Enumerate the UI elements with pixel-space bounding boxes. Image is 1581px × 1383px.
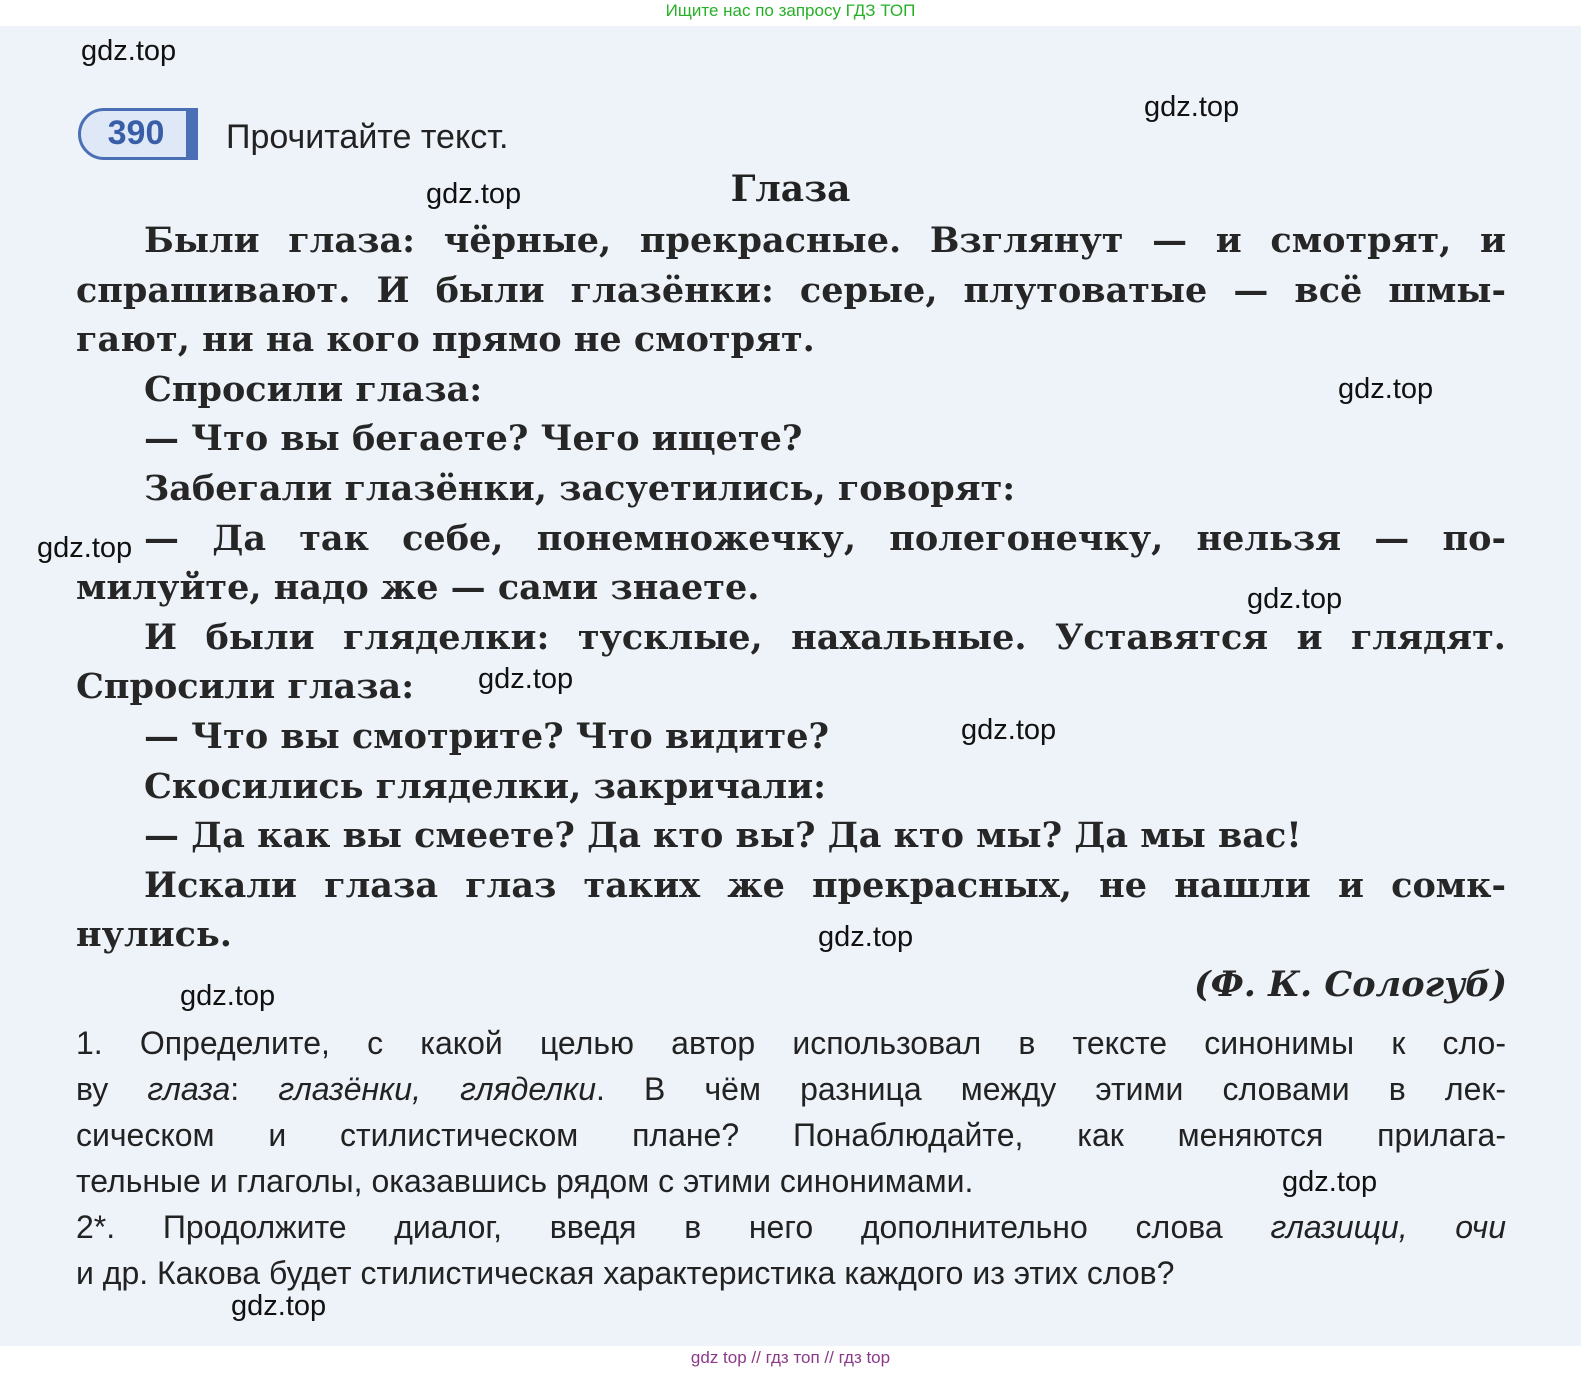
text-line: Спросили глаза: bbox=[76, 666, 415, 708]
text-line: гают, ни на кого прямо не смотрят. bbox=[76, 319, 815, 361]
question-text: . В чём разница между этими словами в лек- bbox=[596, 1071, 1507, 1107]
text-line: Были глаза: чёрные, прекрасные. Взглянут — и смотрят, и bbox=[144, 220, 1506, 261]
top-banner: Ищите нас по запросу ГДЗ ТОП bbox=[665, 1, 916, 20]
task-number: 390 bbox=[107, 114, 165, 152]
question-text: : bbox=[230, 1071, 279, 1107]
question-italic-word: глаза bbox=[147, 1071, 231, 1107]
text-line: И были гляделки: тусклые, нахальные. Уставятся и глядят. bbox=[144, 616, 1506, 658]
task-number-badge bbox=[78, 108, 198, 160]
bottom-banner: gdz top // гдз топ // гдз top bbox=[690, 1348, 891, 1367]
watermark: gdz.top bbox=[818, 921, 914, 953]
text-line: Скосились гляделки, закричали: bbox=[144, 765, 827, 807]
watermark: gdz.top bbox=[1247, 583, 1343, 615]
question-line bbox=[76, 1066, 1506, 1112]
watermark: gdz.top bbox=[81, 35, 177, 67]
task-instruction: Прочитайте текст. bbox=[226, 118, 509, 156]
text-line: Забегали глазёнки, засуетились, говорят: bbox=[144, 467, 1016, 509]
question-line: сическом и стилистическом плане? Понаблюдайте, как меняются прилага- bbox=[76, 1117, 1506, 1153]
question-text: ву bbox=[76, 1071, 148, 1107]
text-line: — Да так себе, понемножечку, полегонечку, нельзя — по- bbox=[144, 517, 1506, 559]
question-line: тельные и глаголы, оказавшись рядом с этими синонимами. bbox=[76, 1163, 974, 1199]
text-line: нулись. bbox=[76, 914, 232, 956]
question-italic-word: глазищи, очи bbox=[1270, 1209, 1507, 1245]
text-line: милуйте, надо же — сами знаете. bbox=[76, 567, 760, 609]
questions bbox=[76, 1020, 1506, 1296]
text-author: (Ф. К. Сологуб) bbox=[1194, 964, 1507, 1005]
text-line: — Что вы смотрите? Что видите? bbox=[144, 715, 829, 757]
watermark: gdz.top bbox=[1282, 1166, 1378, 1198]
question-text: 2*. Продолжите диалог, введя в него дополнительно слова bbox=[76, 1209, 1271, 1245]
watermark: gdz.top bbox=[37, 532, 133, 564]
text-line: Искали глаза глаз таких же прекрасных, не нашли и сомк- bbox=[144, 864, 1506, 906]
watermark: gdz.top bbox=[1338, 373, 1434, 405]
text-line: Спросили глаза: bbox=[144, 368, 483, 410]
text-line: — Да как вы смеете? Да кто вы? Да кто мы? Да мы вас! bbox=[144, 815, 1302, 857]
text-line: — Что вы бегаете? Чего ищете? bbox=[144, 418, 803, 460]
watermark: gdz.top bbox=[231, 1290, 327, 1322]
text-line: спрашивают. И были глазёнки: серые, плутоватые — всё шмы- bbox=[76, 269, 1506, 311]
question-italic-word: глазёнки, гляделки bbox=[278, 1071, 597, 1107]
question-line: и др. Какова будет стилистическая характеристика каждого из этих слов? bbox=[76, 1255, 1175, 1291]
question-line: 1. Определите, с какой целью автор использовал в тексте синонимы к сло- bbox=[76, 1025, 1506, 1061]
watermark: gdz.top bbox=[1144, 91, 1240, 123]
watermark: gdz.top bbox=[961, 714, 1057, 746]
question-line bbox=[76, 1204, 1506, 1250]
watermark: gdz.top bbox=[478, 663, 574, 695]
text-title: Глаза bbox=[730, 168, 851, 210]
watermark: gdz.top bbox=[426, 178, 522, 210]
watermark: gdz.top bbox=[180, 980, 276, 1012]
